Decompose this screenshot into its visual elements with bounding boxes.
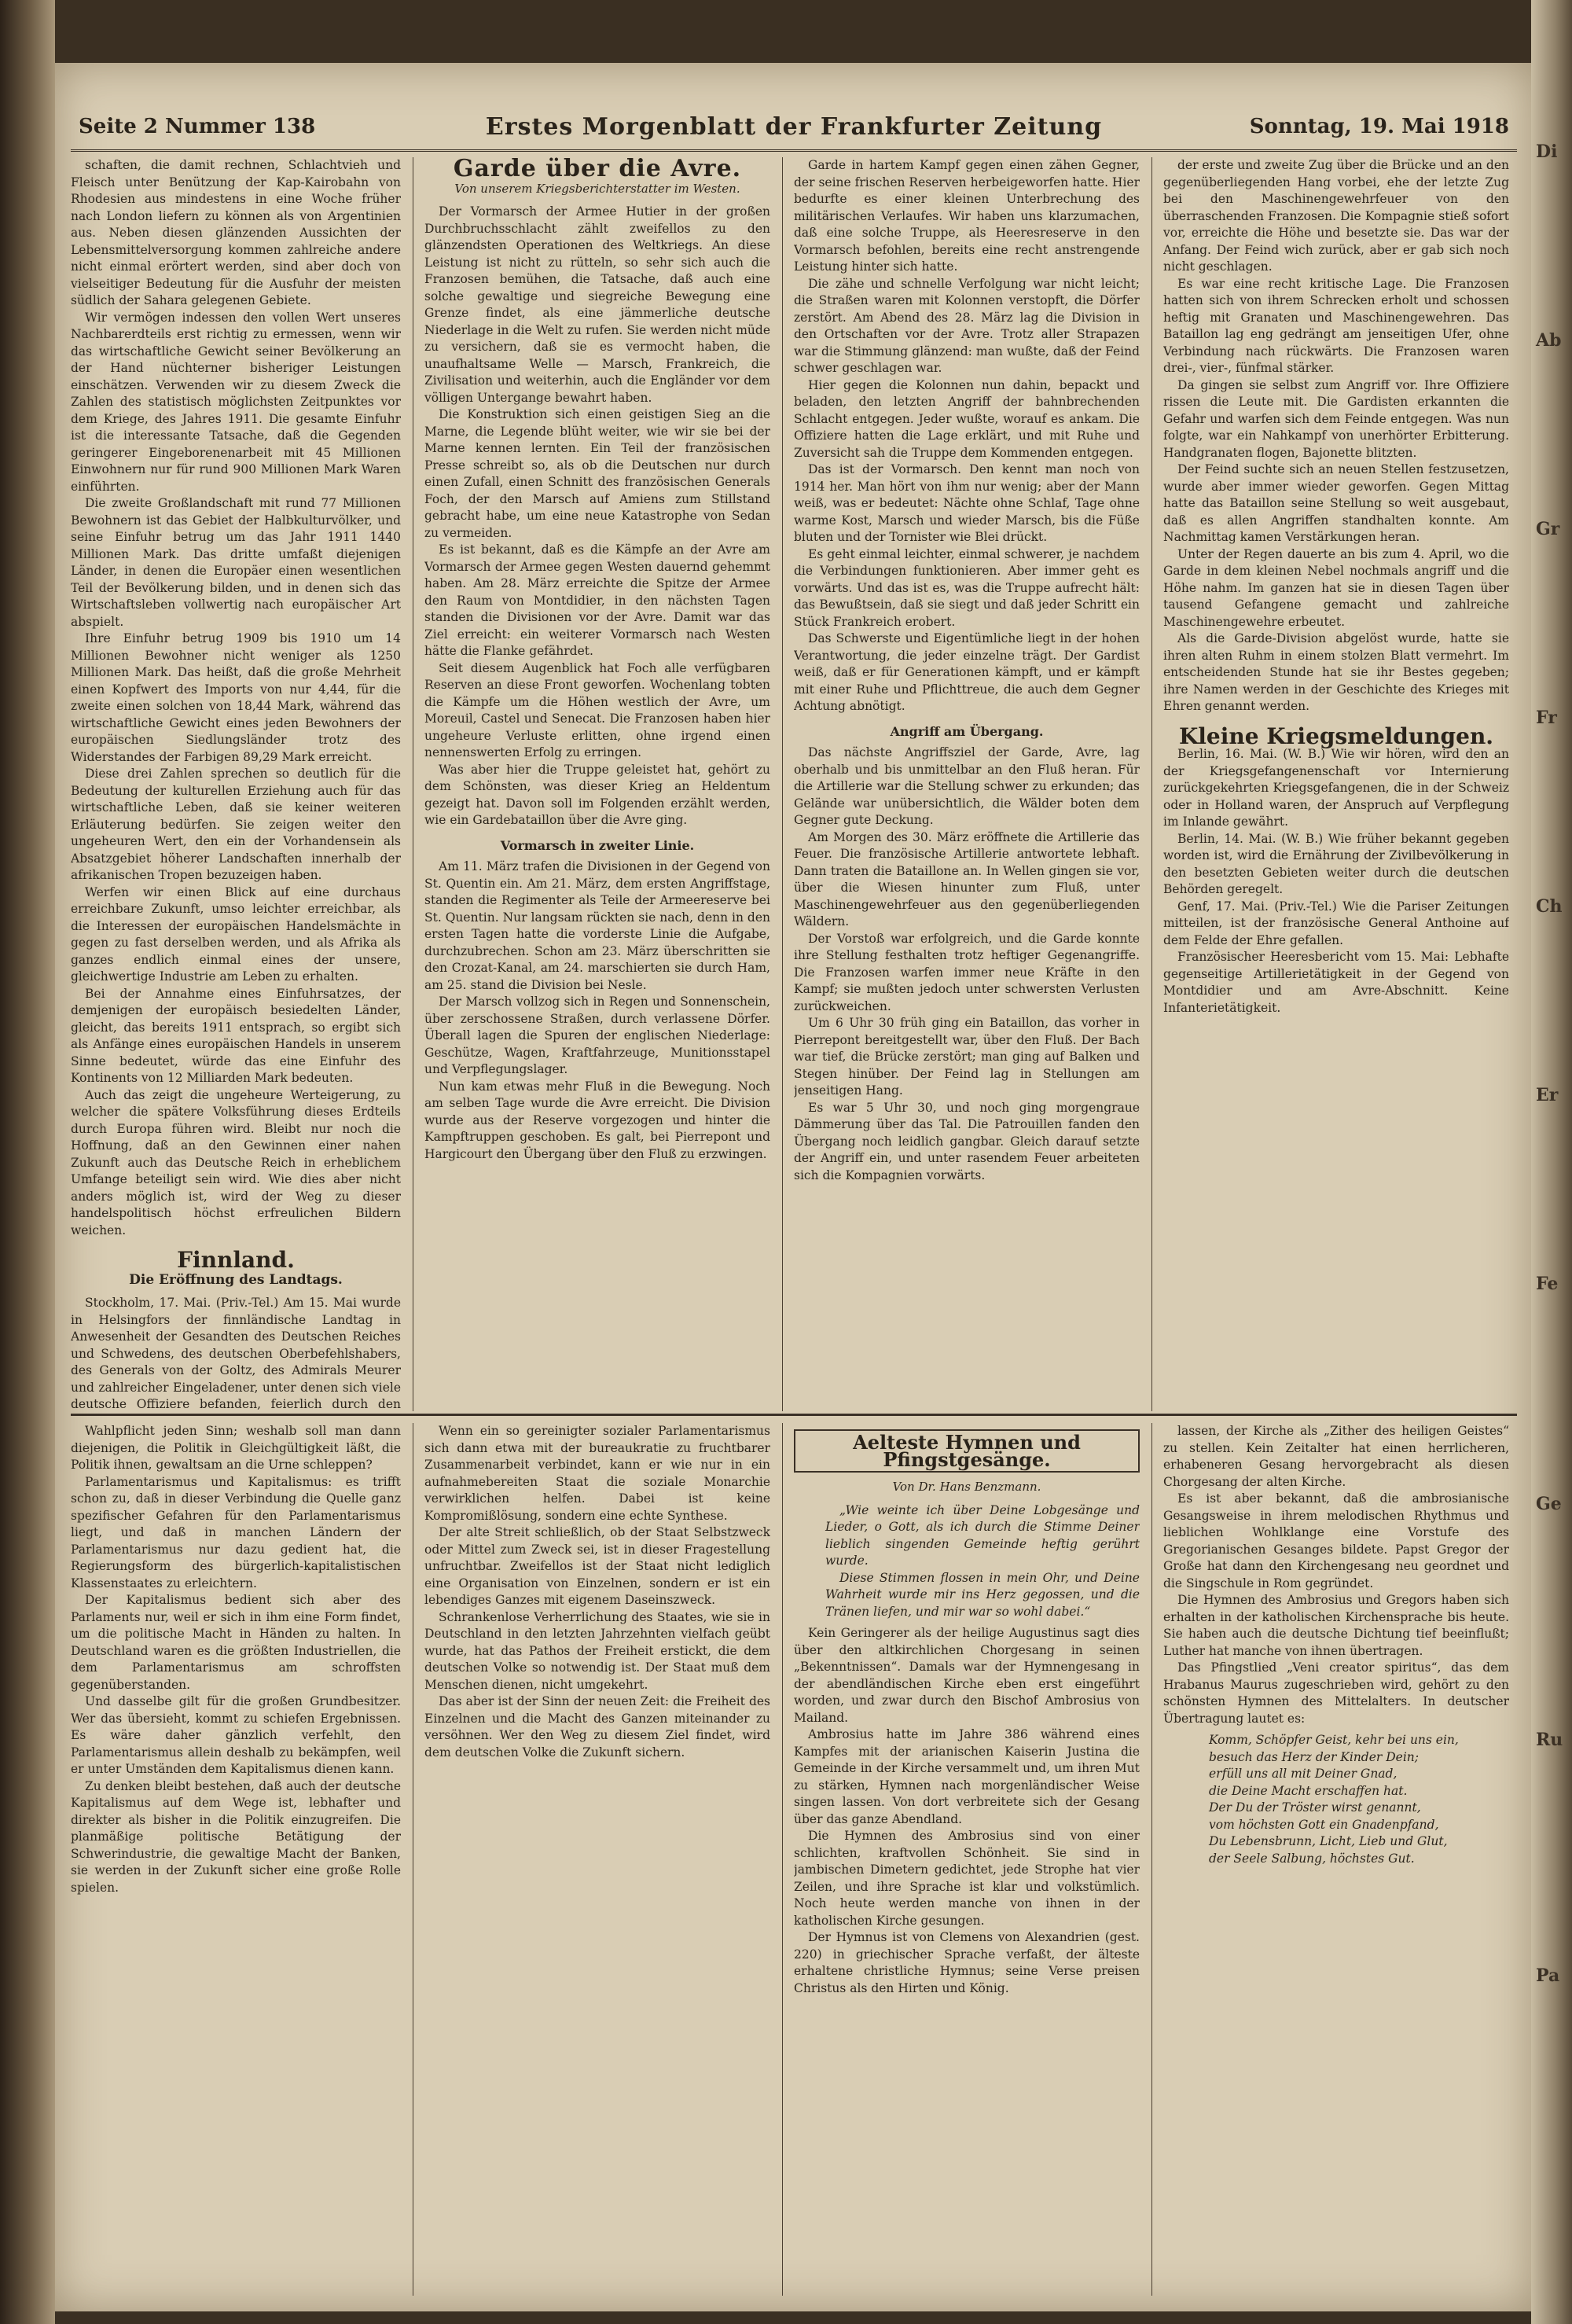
paragraph: Der Hymnus ist von Clemens von Alexandrien (gest. 220) in griechischer Sprache verfaßt, der älteste erhaltene christliche Hymnus; seine Verse preisen Christus als den Hirten und König. xyxy=(794,1930,1140,1995)
hymnen-heading: Aelteste Hymnen und Pfingstgesänge. xyxy=(794,1429,1140,1473)
paragraph: Am 11. März trafen die Divisionen in der Gegend von St. Quentin ein. Am 21. März, dem ersten Angriffstage, standen die Regimenter als Teile der Armeereserve bei St. Quentin. Nur langsam rückten sie nach, denn in den ersten Tagen hatte die vorderste Linie die Aufgabe, durchzubrechen. Schon am 23. März überschritten sie den Crozat-Kanal, am 24. marschierten sie durch Ham, am 25. stand die Division bei Nesle. xyxy=(424,859,770,992)
paragraph: Was aber hier die Truppe geleistet hat, gehört zu dem Schönsten, was dieser Krieg an Heldentum gezeigt hat. Davon soll im Folgenden erzählt werden, wie ein Gardebataillon über die Avre ging. xyxy=(424,762,770,827)
paragraph: Das aber ist der Sinn der neuen Zeit: die Freiheit des Einzelnen und die Macht des Ganzen miteinander zu versöhnen. Wer den Weg zu diesem Ziel findet, wird dem deutschen Volke die Zukunft sichern. xyxy=(424,1694,770,1760)
finland-heading: Finnland. xyxy=(177,1247,295,1273)
paragraph: Wir vermögen indessen den vollen Wert unseres Nachbarerdteils erst richtig zu ermessen, wenn wir das wirtschaftliche Gewicht seiner Bevölkerung an der Hand nüchterner bisheriger Leistungen einschätzen. Verwenden wir zu diesem Zweck die Zahlen des statistisch möglichsten Zeitpunktes vor dem Kriege, des Jahres 1911. Die gesamte Einfuhr ist die interessante Tatsache, daß die Gegenden geringerer Eingeborenenarbeit mit 45 Millionen Einwohnern nur für rund 900 Millionen Mark Waren einführten. xyxy=(71,310,401,494)
column-2 xyxy=(424,157,770,1415)
edge-text: Ru xyxy=(1536,1730,1563,1750)
edge-text: Pa xyxy=(1536,1965,1560,1986)
paragraph: Es war eine recht kritische Lage. Die Franzosen hatten sich von ihrem Schrecken erholt und schossen heftig mit Granaten und Maschinengewehren. Das Bataillon lag eng gedrängt am jenseitigen Ufer, ohne Verbindung nach rückwärts. Die Franzosen waren drei-, vier-, fünfmal stärker. xyxy=(1163,276,1509,375)
paragraph: Die Konstruktion sich einen geistigen Sieg an die Marne, die Legende blüht weiter, wie wir sie bei der Marne kennen lernten. Ein Teil der französischen Presse schreibt so, als ob die Deutschen nur durch einen Zufall, einen Schnitt des französischen Generals Foch, der den Marsch auf Amiens zum Stillstand gebracht habe, um eine neue Katastrophe von Sedan zu vermeiden. xyxy=(424,407,770,540)
paragraph: Ambrosius hatte im Jahre 386 während eines Kampfes mit der arianischen Kaiserin Justina die Gemeinde in der Kirche versammelt und, um ihren Mut zu stärken, Hymnen nach morgenländischer Weise singen lassen. Von dort verbreitete sich der Gesang über das ganze Abendland. xyxy=(794,1727,1140,1826)
verse-line: Du Lebensbrunn, Licht, Lieb und Glut, xyxy=(1209,1834,1448,1848)
paragraph: Genf, 17. Mai. (Priv.-Tel.) Wie die Pariser Zeitungen mitteilen, ist der französische General Anthoine auf dem Felde der Ehre gefallen. xyxy=(1163,899,1509,947)
paragraph: Der Vormarsch der Armee Hutier in der großen Durchbruchsschlacht zählt zweifellos zu den glänzendsten Operationen des Weltkriegs. An diese Leistung ist nicht zu rütteln, so sehr sich auch die Franzosen bemühen, die Tatsache, daß auch eine solche gewaltige und siegreiche Bewegung eine Grenze findet, als eine jämmerliche deutsche Niederlage in die Welt zu rufen. Sie werden nicht müde zu versichern, daß sie es vermocht haben, die unaufhaltsame Welle — Marsch, Frankreich, die Zivilisation und weiterhin, auch die Engländer vor dem völligen Untergange bewahrt haben. xyxy=(424,204,770,405)
feuilleton-rule xyxy=(71,1414,1517,1416)
paragraph: Und dasselbe gilt für die großen Grundbesitzer. Wer das übersieht, kommt zu schiefen Ergebnissen. Es wäre daher gänzlich verfehlt, den Parlamentarismus allein deshalb zu bekämpfen, weil er unter Umständen dem Kapitalismus dienen kann. xyxy=(71,1694,401,1776)
garde-byline: Von unserem Kriegsberichterstatter im Westen. xyxy=(454,181,740,196)
paragraph: Der alte Streit schließlich, ob der Staat Selbstzweck oder Mittel zum Zweck sei, ist in dieser Fragestellung unfruchtbar. Zweifellos ist der Staat nicht lediglich eine Organisation von Einzelnen, sondern er ist ein lebendiges Ganzes mit eigenem Daseinszweck. xyxy=(424,1525,770,1607)
paragraph: Berlin, 14. Mai. (W. B.) Wie früher bekannt gegeben worden ist, wird die Ernährung der Zivilbevölkerung in den besetzten Gebieten weiter durch die deutschen Behörden geregelt. xyxy=(1163,831,1509,896)
paragraph: lassen, der Kirche als „Zither des heiligen Geistes“ zu stellen. Kein Zeitalter hat einen herrlicheren, erhabeneren Gesang hervorgebracht als diesen Chorgesang der alten Kirche. xyxy=(1163,1424,1509,1489)
paragraph: Es ist aber bekannt, daß die ambrosianische Gesangsweise in ihrem melodischen Rhythmus und lieblichen Wohlklange eine Vorstufe des Gregorianischen Gesanges bildete. Papst Gregor der Große hat dann den Kirchengesang neu geordnet und die Singschule in Rom gegründet. xyxy=(1163,1491,1509,1590)
edge-text: Ge xyxy=(1536,1494,1562,1514)
verse-line: erfüll uns all mit Deiner Gnad, xyxy=(1209,1767,1398,1781)
column-rule xyxy=(782,157,783,1411)
edge-text: Fr xyxy=(1536,708,1557,728)
paragraph: Parlamentarismus und Kapitalismus: es trifft schon zu, daß in dieser Verbindung die Quelle ganz spezifischer Gefahren für den Parlamentarismus liegt, und daß in manchen Ländern der Parlamentarismus nur dazu gedient hat, die Regierungsform des bürgerlich-kapitalistischen Klassenstaates zu erleichtern. xyxy=(71,1474,401,1590)
paragraph: Die Hymnen des Ambrosius und Gregors haben sich erhalten in der katholischen Kirchensprache bis heute. Sie haben auch die deutsche Dichtung tief beeinflußt; Luther hat manche von ihnen übertragen. xyxy=(1163,1593,1509,1658)
column-4 xyxy=(1163,157,1509,1415)
issue-date: Sonntag, 19. Mai 1918 xyxy=(1249,115,1509,138)
paragraph: Der Kapitalismus bedient sich aber des Parlaments nur, weil er sich in ihm eine Form findet, um die politische Macht in Händen zu halten. In Deutschland waren es die größten Industriellen, die dem Parlamentarismus am schroffsten gegenüberstanden. xyxy=(71,1593,401,1692)
newspaper-masthead: Erstes Morgenblatt der Frankfurter Zeitung xyxy=(485,113,1103,141)
paragraph: Die Hymnen des Ambrosius sind von einer schlichten, kraftvollen Schönheit. Sie sind in jambischen Dimetern gedichtet, jede Strophe hat vier Zeilen, und ihre Sprache ist klar und volkstümlich. Noch heute werden manche von ihnen in der katholischen Kirche gesungen. xyxy=(794,1829,1140,1928)
column-1 xyxy=(71,157,401,1415)
bottom-column-1 xyxy=(71,1423,401,2304)
bottom-column-4 xyxy=(1163,1423,1509,2304)
paragraph: Unter der Regen dauerte an bis zum 4. April, wo die Garde in dem kleinen Nebel nochmals angriff und die Höhe nahm. Im ganzen hat sie in diesen Tagen über tausend Gefangene gemacht und zahlreiche Maschinengewehre erbeutet. xyxy=(1163,546,1509,629)
paragraph: Stockholm, 17. Mai. (Priv.-Tel.) Am 15. Mai wurde in Helsingfors der finnländische Landtag in Anwesenheit der Gesandten des Deutschen Reiches und Schwedens, des deutschen Oberbefehlshabers, des Generals von der Goltz, des Admirals Meurer und zahlreicher Eingeladener, unter denen sich viele deutsche Offiziere befanden, feierlich durch den xyxy=(71,1296,401,1411)
book-binding xyxy=(0,0,55,2324)
paragraph: Um 6 Uhr 30 früh ging ein Bataillon, das vorher in Pierrepont bereitgestellt war, über den Fluß. Der Bach war tief, die Brücke zerstört; man ging auf Balken und Stegen hinüber. Der Feind lag in Stellungen am jenseitigen Hang. xyxy=(794,1016,1140,1098)
edge-text: Er xyxy=(1536,1085,1559,1105)
column-rule xyxy=(1151,157,1152,1411)
pentecost-hymn xyxy=(1195,1732,1509,1867)
column-rule xyxy=(1151,1423,1152,2296)
paragraph: Auch das zeigt die ungeheure Werteigerung, zu welcher die spätere Volksführung dieses Erdteils durch Europa führen wird. Bleibt nur noch die Hoffnung, daß an den Gewinnen einer nahen Zukunft auch das Deutsche Reich in erheblichem Umfange beteiligt sein wird. Wie dies aber nicht anders möglich ist, wird der Weg zu dieser handelspolitisch höchst erfreulichen Bildern weichen. xyxy=(71,1087,401,1237)
paragraph: Es geht einmal leichter, einmal schwerer, je nachdem die Verbindungen funktionieren. Aber immer geht es vorwärts. Und das ist es, was die Truppe aufrecht hält: das Bewußtsein, daß sie siegt und daß jeder Schritt ein Stück Frankreich erobert. xyxy=(794,546,1140,629)
paragraph: Das Pfingstlied „Veni creator spiritus“, das dem Hrabanus Maurus zugeschrieben wird, gehört zu den schönsten Hymnen des Mittelalters. In deutscher Übertragung lautet es: xyxy=(1163,1660,1509,1726)
paragraph: Es ist bekannt, daß es die Kämpfe an der Avre am Vormarsch der Armee gegen Westen dauernd gehemmt haben. Am 28. März erreichte die Spitze der Armee den Raum von Montdidier, in den nächsten Tagen standen die Divisionen vor der Avre. Damit war das Ziel erreicht: ein weiterer Vormarsch nach Westen hätte die Flanke gefährdet. xyxy=(424,542,770,658)
verse-line: Der Du der Tröster wirst genannt, xyxy=(1209,1800,1421,1815)
next-page-edge xyxy=(1531,0,1572,2324)
paragraph: Da gingen sie selbst zum Angriff vor. Ihre Offiziere rissen die Leute mit. Die Gardisten erkannten die Gefahr und warfen sich dem Feinde entgegen. Was nun folgte, war ein Nahkampf von unerhörter Erbitterung. Handgranaten flogen, Bajonette blitzten. xyxy=(1163,377,1509,460)
verse-line: Komm, Schöpfer Geist, kehr bei uns ein, xyxy=(1209,1733,1459,1747)
quote-line: Diese Stimmen flossen in mein Ohr, und Deine Wahrheit wurde mir ins Herz gegossen, und die Tränen liefen, und mir war so wohl dabei.“ xyxy=(825,1570,1140,1619)
edge-text: Fe xyxy=(1536,1274,1559,1294)
paragraph: Berlin, 16. Mai. (W. B.) Wie wir hören, wird den an der Kriegsgefangenenschaft vor Internierung zurückgekehrten Kriegsgefangenen, die in der Schweiz oder in Holland waren, der Anspruch auf Verpflegung im Inlande gewährt. xyxy=(1163,747,1509,829)
paragraph: Zu denken bleibt bestehen, daß auch der deutsche Kapitalismus auf dem Wege ist, lebhafter und direkter als bisher in die Politik einzugreifen. Die planmäßige politische Betätigung der Schwerindustrie, die gewaltige Macht der Banken, sie werden in der Zukunft sicher eine große Rolle spielen. xyxy=(71,1778,401,1895)
verse-line: besuch das Herz der Kinder Dein; xyxy=(1209,1749,1420,1764)
paragraph: Der Feind suchte sich an neuen Stellen festzusetzen, wurde aber immer wieder geworfen. Gegen Mittag hatte das Bataillon seine Stellung so weit ausgebaut, daß es allen Angriffen standhalten konnte. Am Nachmittag kamen Verstärkungen heran. xyxy=(1163,462,1509,544)
kleine-heading: Kleine Kriegsmeldungen. xyxy=(1178,723,1494,749)
edge-text: Di xyxy=(1536,142,1558,162)
edge-text: Ab xyxy=(1536,330,1562,351)
paragraph: schaften, die damit rechnen, Schlachtvieh und Fleisch unter Benützung der Kap-Kairobahn von Rhodesien aus mindestens in eine Woche früher nach London liefern zu können als von Argentinien aus. Neben diesen glänzenden Aussichten der Lebensmittelversorgung kommen zahlreiche andere nicht einmal erörtert werden, sind aber doch von vielseitiger Bedeutung für die Ausfuhr der meisten südlich der Sahara gelegenen Gebiete. xyxy=(71,158,401,307)
edge-text: Ch xyxy=(1536,896,1563,917)
garde-subheading: Vormarsch in zweiter Linie. xyxy=(500,837,695,853)
paragraph: Der Vorstoß war erfolgreich, und die Garde konnte ihre Stellung festhalten trotz heftiger Gegenangriffe. Die Franzosen warfen immer neue Kräfte in den Kampf; sie mußten jedoch unter schwersten Verlusten zurückweichen. xyxy=(794,931,1140,1013)
paragraph: Das nächste Angriffsziel der Garde, Avre, lag oberhalb und bis unmittelbar an den Fluß heran. Für die Artillerie war die Stellung schwer zu erkunden; das Gelände war unübersichtlich, die Wälder boten dem Gegner gute Deckung. xyxy=(794,745,1140,827)
bottom-column-3 xyxy=(794,1423,1140,2304)
paragraph: Wahlpflicht jeden Sinn; weshalb soll man dann diejenigen, die Politik in Gleichgültigkeit läßt, die Politik ihnen, gewaltsam an die Urne schleppen? xyxy=(71,1424,401,1472)
col1-text xyxy=(71,157,401,1239)
paragraph: Der Marsch vollzog sich in Regen und Sonnenschein, über zerschossene Straßen, durch verlassene Dörfer. Überall lagen die Spuren der englischen Niederlage: Geschütze, Wagen, Kraftfahrzeuge, Munitionsstapel und Verpflegungslager. xyxy=(424,995,770,1076)
paragraph: Die zähe und schnelle Verfolgung war nicht leicht; die Straßen waren mit Kolonnen verstopft, die Dörfer zerstört. Am Abend des 28. März lag die Division in den Ortschaften vor der Avre. Trotz aller Strapazen war die Stimmung glänzend: man wußte, daß der Feind schwer geschlagen war. xyxy=(794,276,1140,375)
garde-heading: Garde über die Avre. xyxy=(453,157,742,182)
paragraph: Das Schwerste und Eigentümliche liegt in der hohen Verantwortung, die jeder einzelne trägt. Der Gardist weiß, daß er für Generationen kämpft, und er kämpft mit einer Ruhe und Pflichttreue, die auch dem Gegner Achtung abnötigt. xyxy=(794,631,1140,713)
column-rule xyxy=(782,1423,783,2296)
bottom-column-2 xyxy=(424,1423,770,2304)
hymnen-byline: Von Dr. Hans Benzmann. xyxy=(892,1480,1041,1494)
page-number: Seite 2 Nummer 138 xyxy=(79,115,316,138)
paragraph: Ihre Einfuhr betrug 1909 bis 1910 um 14 Millionen Bewohner nicht weniger als 1250 Millionen Mark. Das heißt, daß die große Mehrheit einen Kopfwert des Imports von nur 4,44, für die zweite einen solchen von 18,44 Mark, während das wirtschaftliche Gewicht eines jeden Bewohners der europäischen Siedlungsländer trotz des Widerstandes der Farbigen 89,29 Mark erreicht. xyxy=(71,631,401,764)
paragraph: Seit diesem Augenblick hat Foch alle verfügbaren Reserven an diese Front geworfen. Wochenlang tobten die Kämpfe um die Höhen westlich der Avre, um Moreuil, Castel und Senecat. Die Franzosen haben hier ungeheure Verluste erlitten, ohne irgend einen nennenswerten Erfolg zu erringen. xyxy=(424,660,770,759)
paragraph: Nun kam etwas mehr Fluß in die Bewegung. Noch am selben Tage wurde die Avre erreicht. Die Division wurde aus der Reserve vorgezogen und hinter die Kampftruppen geschoben. Es galt, bei Pierrepont und Hargicourt den Übergang über den Fluß zu erzwingen. xyxy=(424,1079,770,1161)
column-3 xyxy=(794,157,1140,1415)
verse-line: die Deine Macht erschaffen hat. xyxy=(1209,1783,1408,1798)
paragraph: Es war 5 Uhr 30, und noch ging morgengraue Dämmerung über das Tal. Die Patrouillen fanden den Übergang noch leidlich gangbar. Gleich darauf setzte der Angriff ein, und unter rasendem Feuer arbeiteten sich die Kompagnien vorwärts. xyxy=(794,1100,1140,1182)
paragraph: Garde in hartem Kampf gegen einen zähen Gegner, der seine frischen Reserven herbeigeworfen hatte. Hier bedurfte es einer kleinen Unterbrechung des militärischen Verlaufes. Wir haben uns klarzumachen, daß eine solche Truppe, als Heeresreserve in den Vormarsch befohlen, bereits eine recht anstrengende Leistung hinter sich hatte. xyxy=(794,158,1140,274)
paragraph: Die zweite Großlandschaft mit rund 77 Millionen Bewohnern ist das Gebiet der Halbkulturvölker, und seine Einfuhr betrug um das Jahr 1911 1440 Millionen Mark. Das dritte umfaßt diejenigen Länder, in denen die Europäer einen wesentlichen Teil der Bevölkerung bilden, und in denen sich das Wirtschaftsleben vollwertig nach europäischer Art abspielt. xyxy=(71,496,401,629)
verse-line: vom höchsten Gott ein Gnadenpfand, xyxy=(1209,1817,1439,1832)
paragraph: Wenn ein so gereinigter sozialer Parlamentarismus sich dann etwa mit der bureaukratie zu fruchtbarer Zusammenarbeit verbindet, kann er wie nur in ein aufnahmebereiten Staat die soziale Monarchie verwirklichen helfen. Dabei ist keine Kompromißlösung, sondern eine echte Synthese. xyxy=(424,1424,770,1523)
finland-subheading: Die Eröffnung des Landtags. xyxy=(129,1271,343,1288)
paragraph: Diese drei Zahlen sprechen so deutlich für die Bedeutung der kulturellen Erziehung auch für das wirtschaftliche Leben, daß sie keiner weiteren Erläuterung bedürfen. Sie zeigen weiter den ungeheuren Wert, den ein der Vorhandensein als Absatzgebiet höherer Landschaften innerhalb der afrikanischen Tropen bezuzeigen haben. xyxy=(71,767,401,882)
paragraph: Hier gegen die Kolonnen nun dahin, bepackt und beladen, den letzten Angriff der bahnbrechenden Schlacht entgegen. Jeder wußte, worauf es ankam. Die Offiziere hatten die Lage erklärt, und mit Ruhe und Zuversicht sah die Truppe dem Kommenden entgegen. xyxy=(794,377,1140,460)
newspaper-page xyxy=(55,63,1533,2311)
paragraph: Französischer Heeresbericht vom 15. Mai: Lebhafte gegenseitige Artillerietätigkeit in der Gegend von Montdidier und am Avre-Abschnitt. Keine Infanterietätigkeit. xyxy=(1163,950,1509,1015)
verse-line: der Seele Salbung, höchstes Gut. xyxy=(1209,1851,1415,1866)
paragraph: Schrankenlose Verherrlichung des Staates, wie sie in Deutschland in den letzten Jahrzehnten vielfach geübt wurde, hat das Pathos der Freiheit erstickt, die dem deutschen Volke so notwendig ist. Der Staat muß dem Menschen dienen, nicht umgekehrt. xyxy=(424,1609,770,1692)
paragraph: Werfen wir einen Blick auf eine durchaus erreichbare Zukunft, umso leichter erreichbar, als die Interessen der europäischen Handelsmächte in gegen zu fast derselben werden, und als Afrika als ganzes endlich einmal eines der unsere, gleichwertige Industrie am Leben zu erhalten. xyxy=(71,884,401,984)
paragraph: Bei der Annahme eines Einfuhrsatzes, der demjenigen der europäisch besiedelten Länder, gleicht, das bereits 1911 entsprach, so ergibt sich als Anfänge eines europäischen Handels in unserem Sinne bedeutet, würde das eine Einfuhr des Kontinents von 12 Milliarden Mark bedeuten. xyxy=(71,986,401,1085)
quote-line: „Wie weinte ich über Deine Lobgesänge und Lieder, o Gott, als ich durch die Stimme Deiner lieblich singenden Gemeinde heftig gerührt wurde. xyxy=(825,1502,1140,1568)
paragraph: Kein Geringerer als der heilige Augustinus sagt dies über den altkirchlichen Chorgesang in seinen „Bekenntnissen“. Damals war der Hymnengesang in der abendländischen Kirche eben erst eingeführt worden, und zwar durch den Bischof Ambrosius von Mailand. xyxy=(794,1626,1140,1725)
paragraph: der erste und zweite Zug über die Brücke und an den gegenüberliegenden Hang vorbei, ehe der letzte Zug bei den Maschinengewehrfeuer von den überraschenden Franzosen. Die Kompagnie stieß sofort vor, erreichte die Höhe und besetzte sie. Das war der Anfang. Der Feind wich zurück, aber er gab sich noch nicht geschlagen. xyxy=(1163,158,1509,274)
paragraph: Als die Garde-Division abgelöst wurde, hatte sie ihren alten Ruhm in einem stolzen Blatt vermehrt. Im entscheidenden Stunde hat sie ihr Bestes gegeben; ihre Namen werden in der Geschichte des Krieges mit Ehren genannt werden. xyxy=(1163,631,1509,713)
paragraph: Am Morgen des 30. März eröffnete die Artillerie das Feuer. Die französische Artillerie antwortete lebhaft. Dann traten die Bataillone an. In Wellen gingen sie vor, über die Wiesen hinunter zum Fluß, unter Maschinengewehrfeuer aus den gegenüberliegenden Wäldern. xyxy=(794,829,1140,928)
hymnen-quote xyxy=(825,1502,1140,1621)
col3-subheading: Angriff am Übergang. xyxy=(890,723,1044,739)
edge-text: Gr xyxy=(1536,519,1560,539)
paragraph: Das ist der Vormarsch. Den kennt man noch von 1914 her. Man hört von ihm nur wenig; aber der Mann weiß, was er bedeutet: Nächte ohne Schlaf, Tage ohne warme Kost, Marsch und wieder Marsch, bis die Füße bluten und der Tornister wie Blei drückt. xyxy=(794,462,1140,544)
page-header xyxy=(71,102,1517,152)
